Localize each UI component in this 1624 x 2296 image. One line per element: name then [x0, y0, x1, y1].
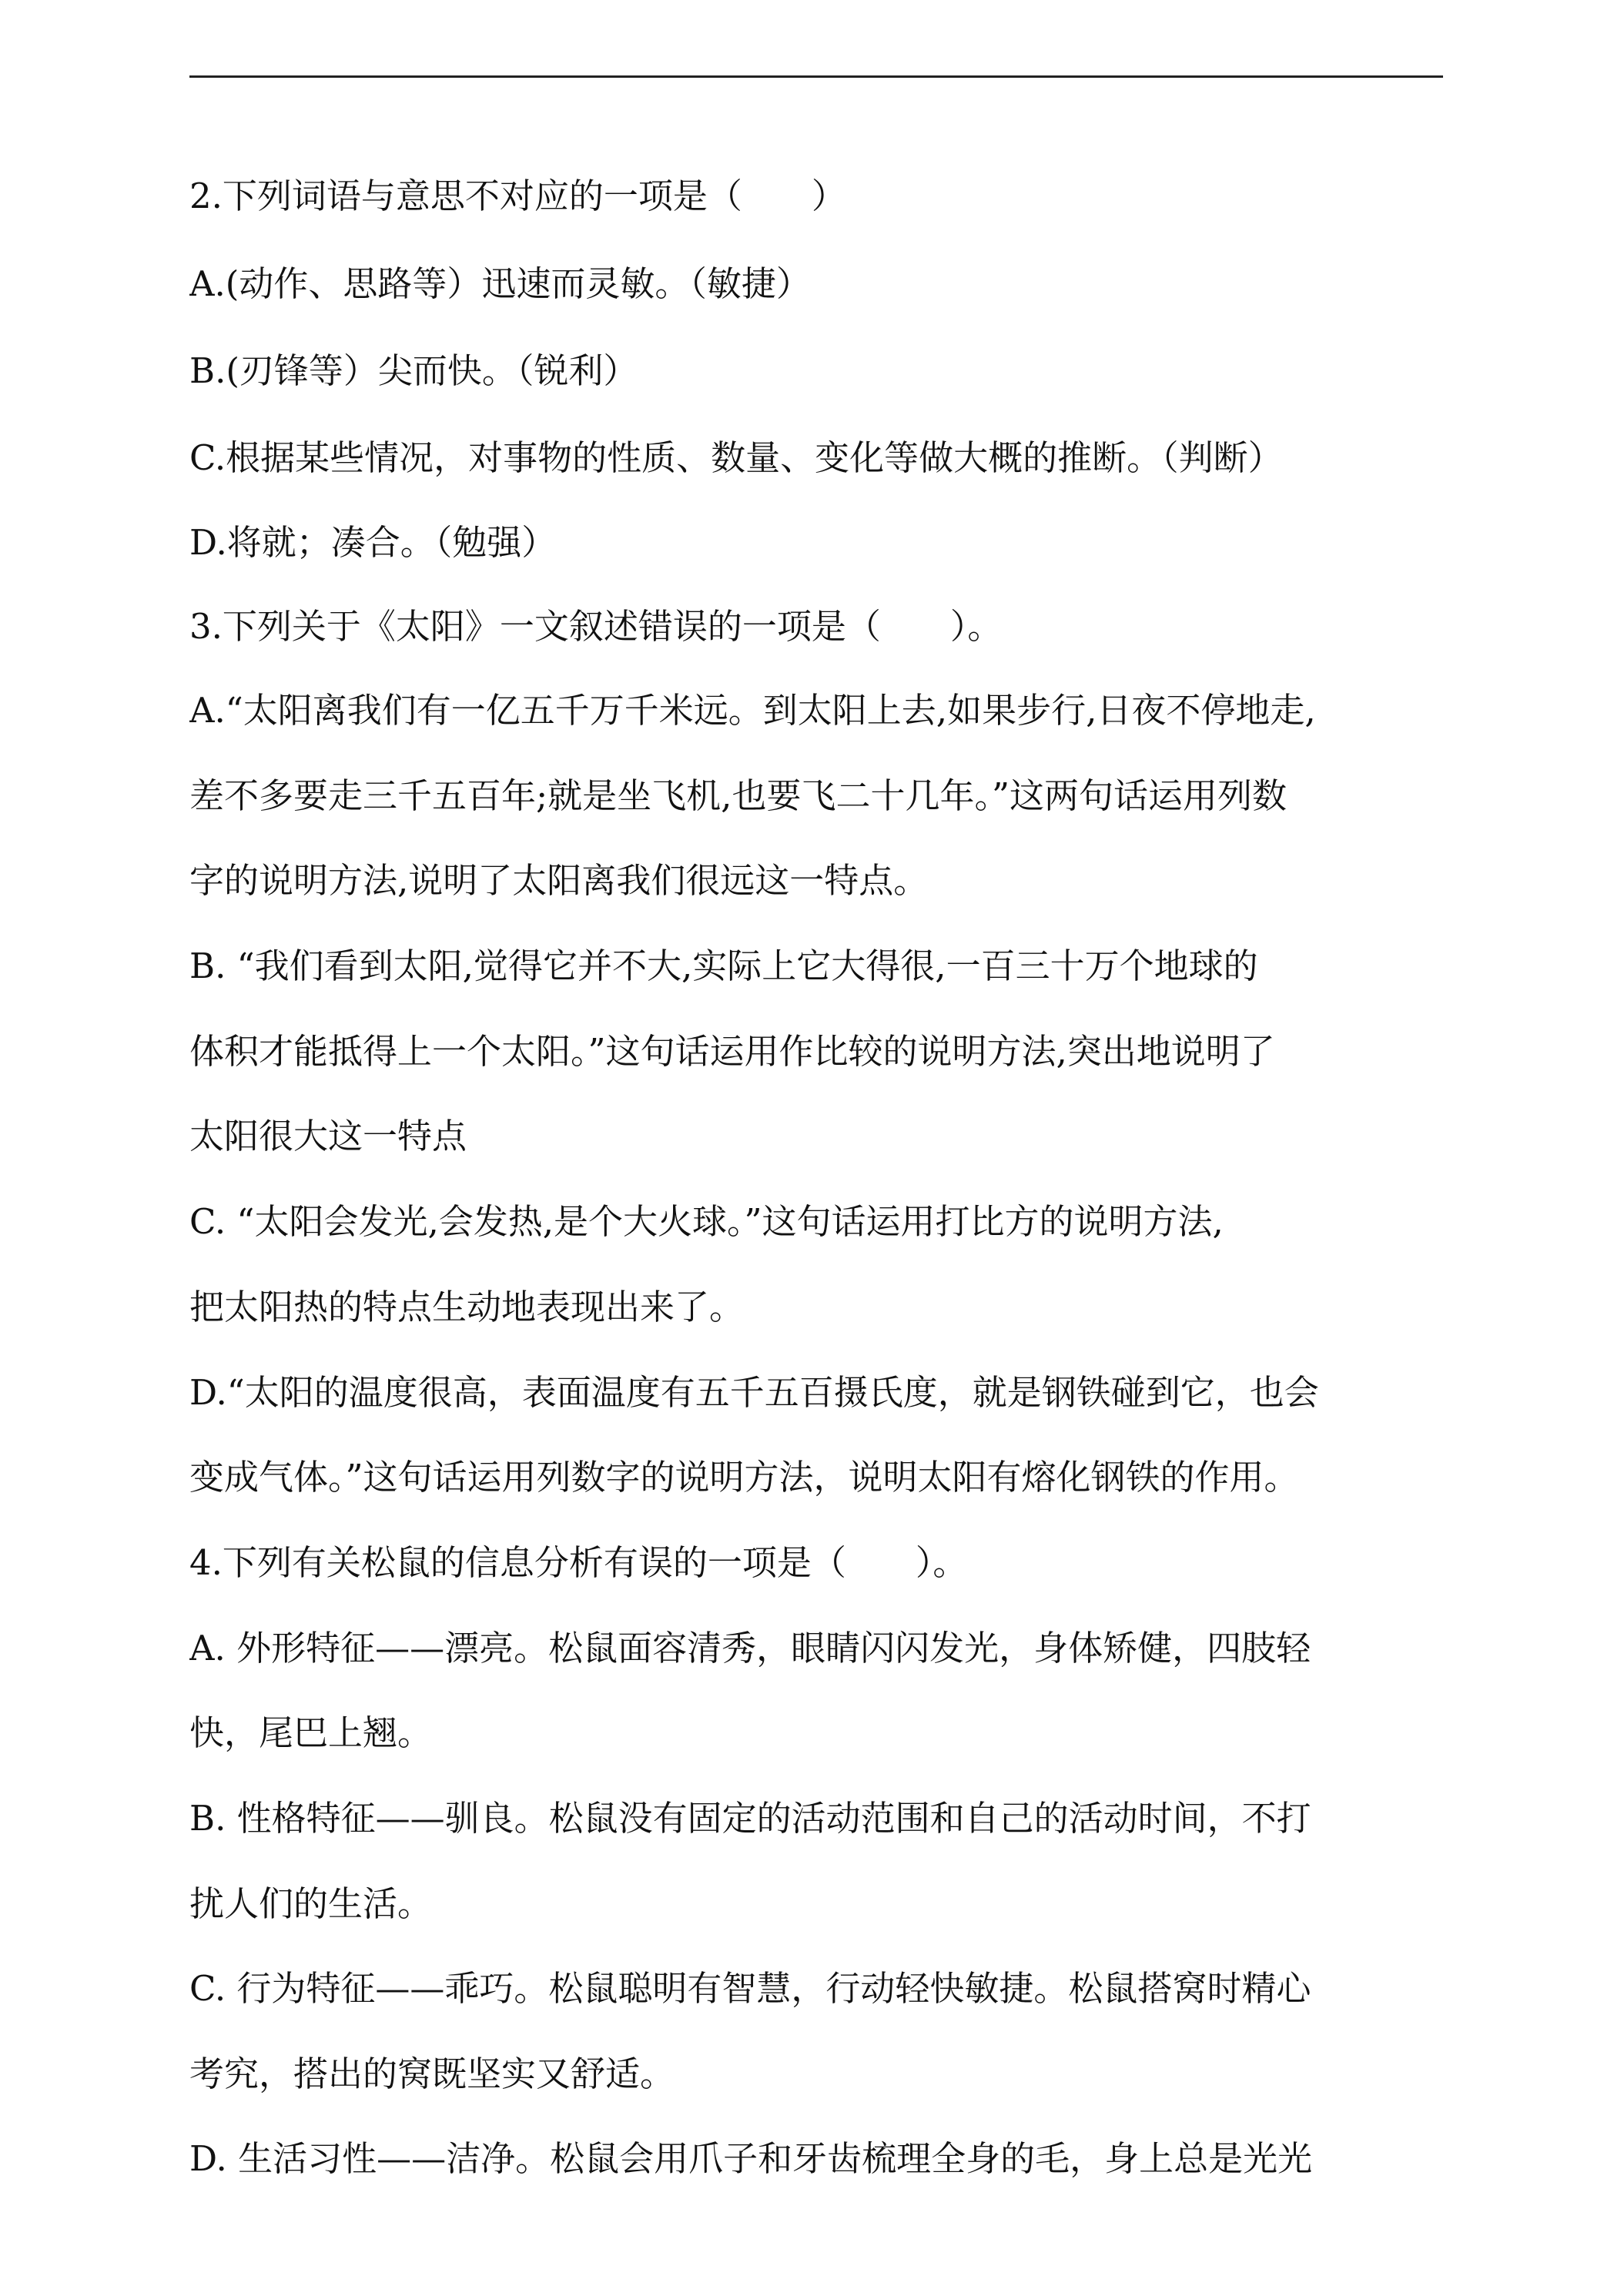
question-4-option-line: C. 行为特征——乖巧。松鼠聪明有智慧，行动轻快敏捷。松鼠搭窝时精心 — [189, 1968, 1311, 2009]
question-3-option-line: 把太阳热的特点生动地表现出来了。 — [189, 1287, 745, 1327]
question-4-option-line: 扰人们的生活。 — [189, 1883, 433, 1924]
question-3-option-line: C. “太阳会发光,会发热,是个大火球。”这句话运用打比方的说明方法, — [189, 1201, 1224, 1242]
question-3-option-line: D.“太阳的温度很高，表面温度有五千五百摄氏度，就是钢铁碰到它，也会 — [189, 1372, 1319, 1413]
question-4-stem: 4.下列有关松鼠的信息分析有误的一项是（ ）。 — [189, 1542, 968, 1583]
question-2-option-b: B.(刃锋等）尖而快。（锐利） — [189, 350, 638, 391]
question-4-option-line: 考究，搭出的窝既坚实又舒适。 — [189, 2053, 675, 2094]
question-3-option-line: 字的说明方法,说明了太阳离我们很远这一特点。 — [189, 860, 929, 901]
question-3-option-line: 体积才能抵得上一个太阳。”这句话运用作比较的说明方法,突出地说明了 — [189, 1031, 1275, 1072]
question-2-option-c: C.根据某些情况，对事物的性质、数量、变化等做大概的推断。（判断） — [189, 437, 1283, 478]
question-3-option-line: 太阳很大这一特点 — [189, 1116, 467, 1156]
question-3-stem: 3.下列关于《太阳》一文叙述错误的一项是（ ）。 — [189, 606, 1003, 647]
question-4-option-line: D. 生活习性——洁净。松鼠会用爪子和牙齿梳理全身的毛，身上总是光光 — [189, 2138, 1313, 2179]
question-2-option-d: D.将就；凑合。（勉强） — [189, 522, 557, 563]
question-2-stem: 2.下列词语与意思不对应的一项是（ ） — [189, 176, 846, 216]
question-3-option-line: 变成气体。”这句话运用列数字的说明方法，说明太阳有熔化钢铁的作用。 — [189, 1457, 1299, 1498]
question-4-option-line: 快，尾巴上翘。 — [189, 1712, 433, 1753]
question-3-option-line: B. “我们看到太阳,觉得它并不大,实际上它大得很,一百三十万个地球的 — [189, 946, 1258, 986]
question-3-option-line: A.“太阳离我们有一亿五千万千米远。到太阳上去,如果步行,日夜不停地走, — [189, 690, 1316, 731]
question-3-option-line: 差不多要走三千五百年;就是坐飞机,也要飞二十几年。”这两句话运用列数 — [189, 775, 1287, 816]
question-4-option-line: A. 外形特征——漂亮。松鼠面容清秀，眼睛闪闪发光，身体矫健，四肢轻 — [189, 1628, 1311, 1668]
header-rule — [189, 75, 1443, 78]
question-4-option-line: B. 性格特征——驯良。松鼠没有固定的活动范围和自己的活动时间，不打 — [189, 1798, 1311, 1839]
question-2-option-a: A.(动作、思路等）迅速而灵敏。（敏捷） — [189, 263, 811, 304]
